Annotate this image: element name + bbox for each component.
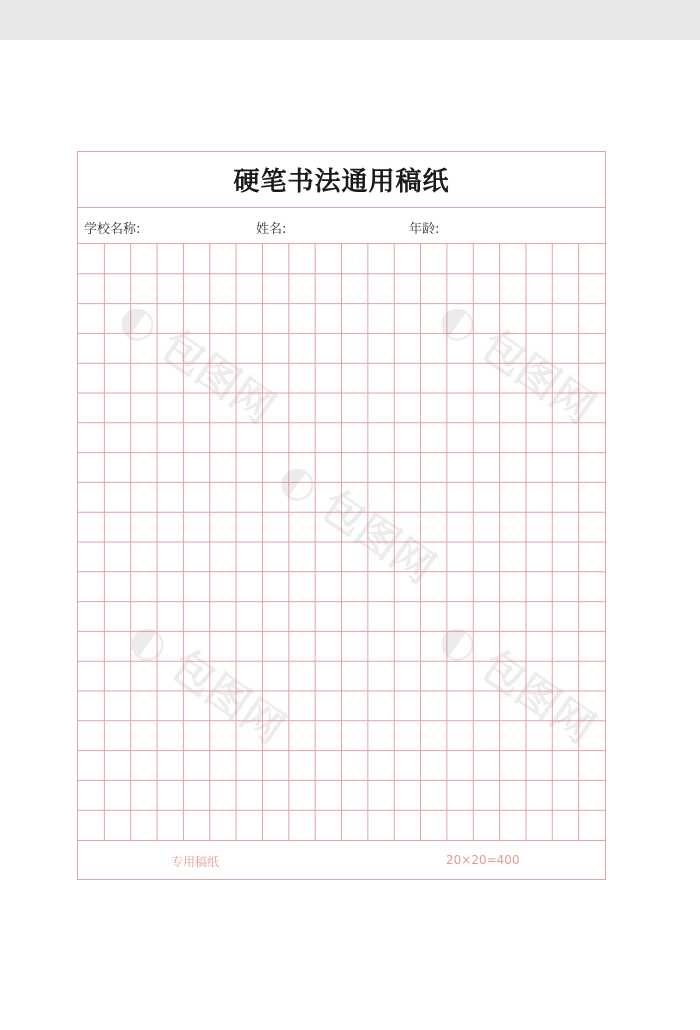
footer-right-text: 20×20=400 — [446, 853, 520, 867]
footer-left-text: 专用稿纸 — [171, 855, 220, 869]
footer-row — [78, 840, 605, 879]
watermark-logo: ◐ 包图网 — [270, 451, 444, 593]
writing-grid — [78, 244, 605, 840]
top-bar — [0, 0, 700, 40]
watermark-logo: ◐ 包图网 — [120, 611, 294, 753]
watermark-logo: ◐ 包图网 — [110, 291, 284, 433]
info-row — [78, 208, 605, 244]
age-label: 年龄: — [409, 222, 440, 237]
name-label: 姓名: — [256, 222, 287, 237]
watermark-logo: ◐ 包图网 — [430, 611, 604, 753]
school-label: 学校名称: — [84, 222, 141, 237]
page-title: 硬笔书法通用稿纸 — [233, 167, 450, 197]
watermark-logo: ◐ 包图网 — [430, 291, 604, 433]
writing-sheet — [77, 151, 606, 880]
title-row — [78, 152, 605, 208]
